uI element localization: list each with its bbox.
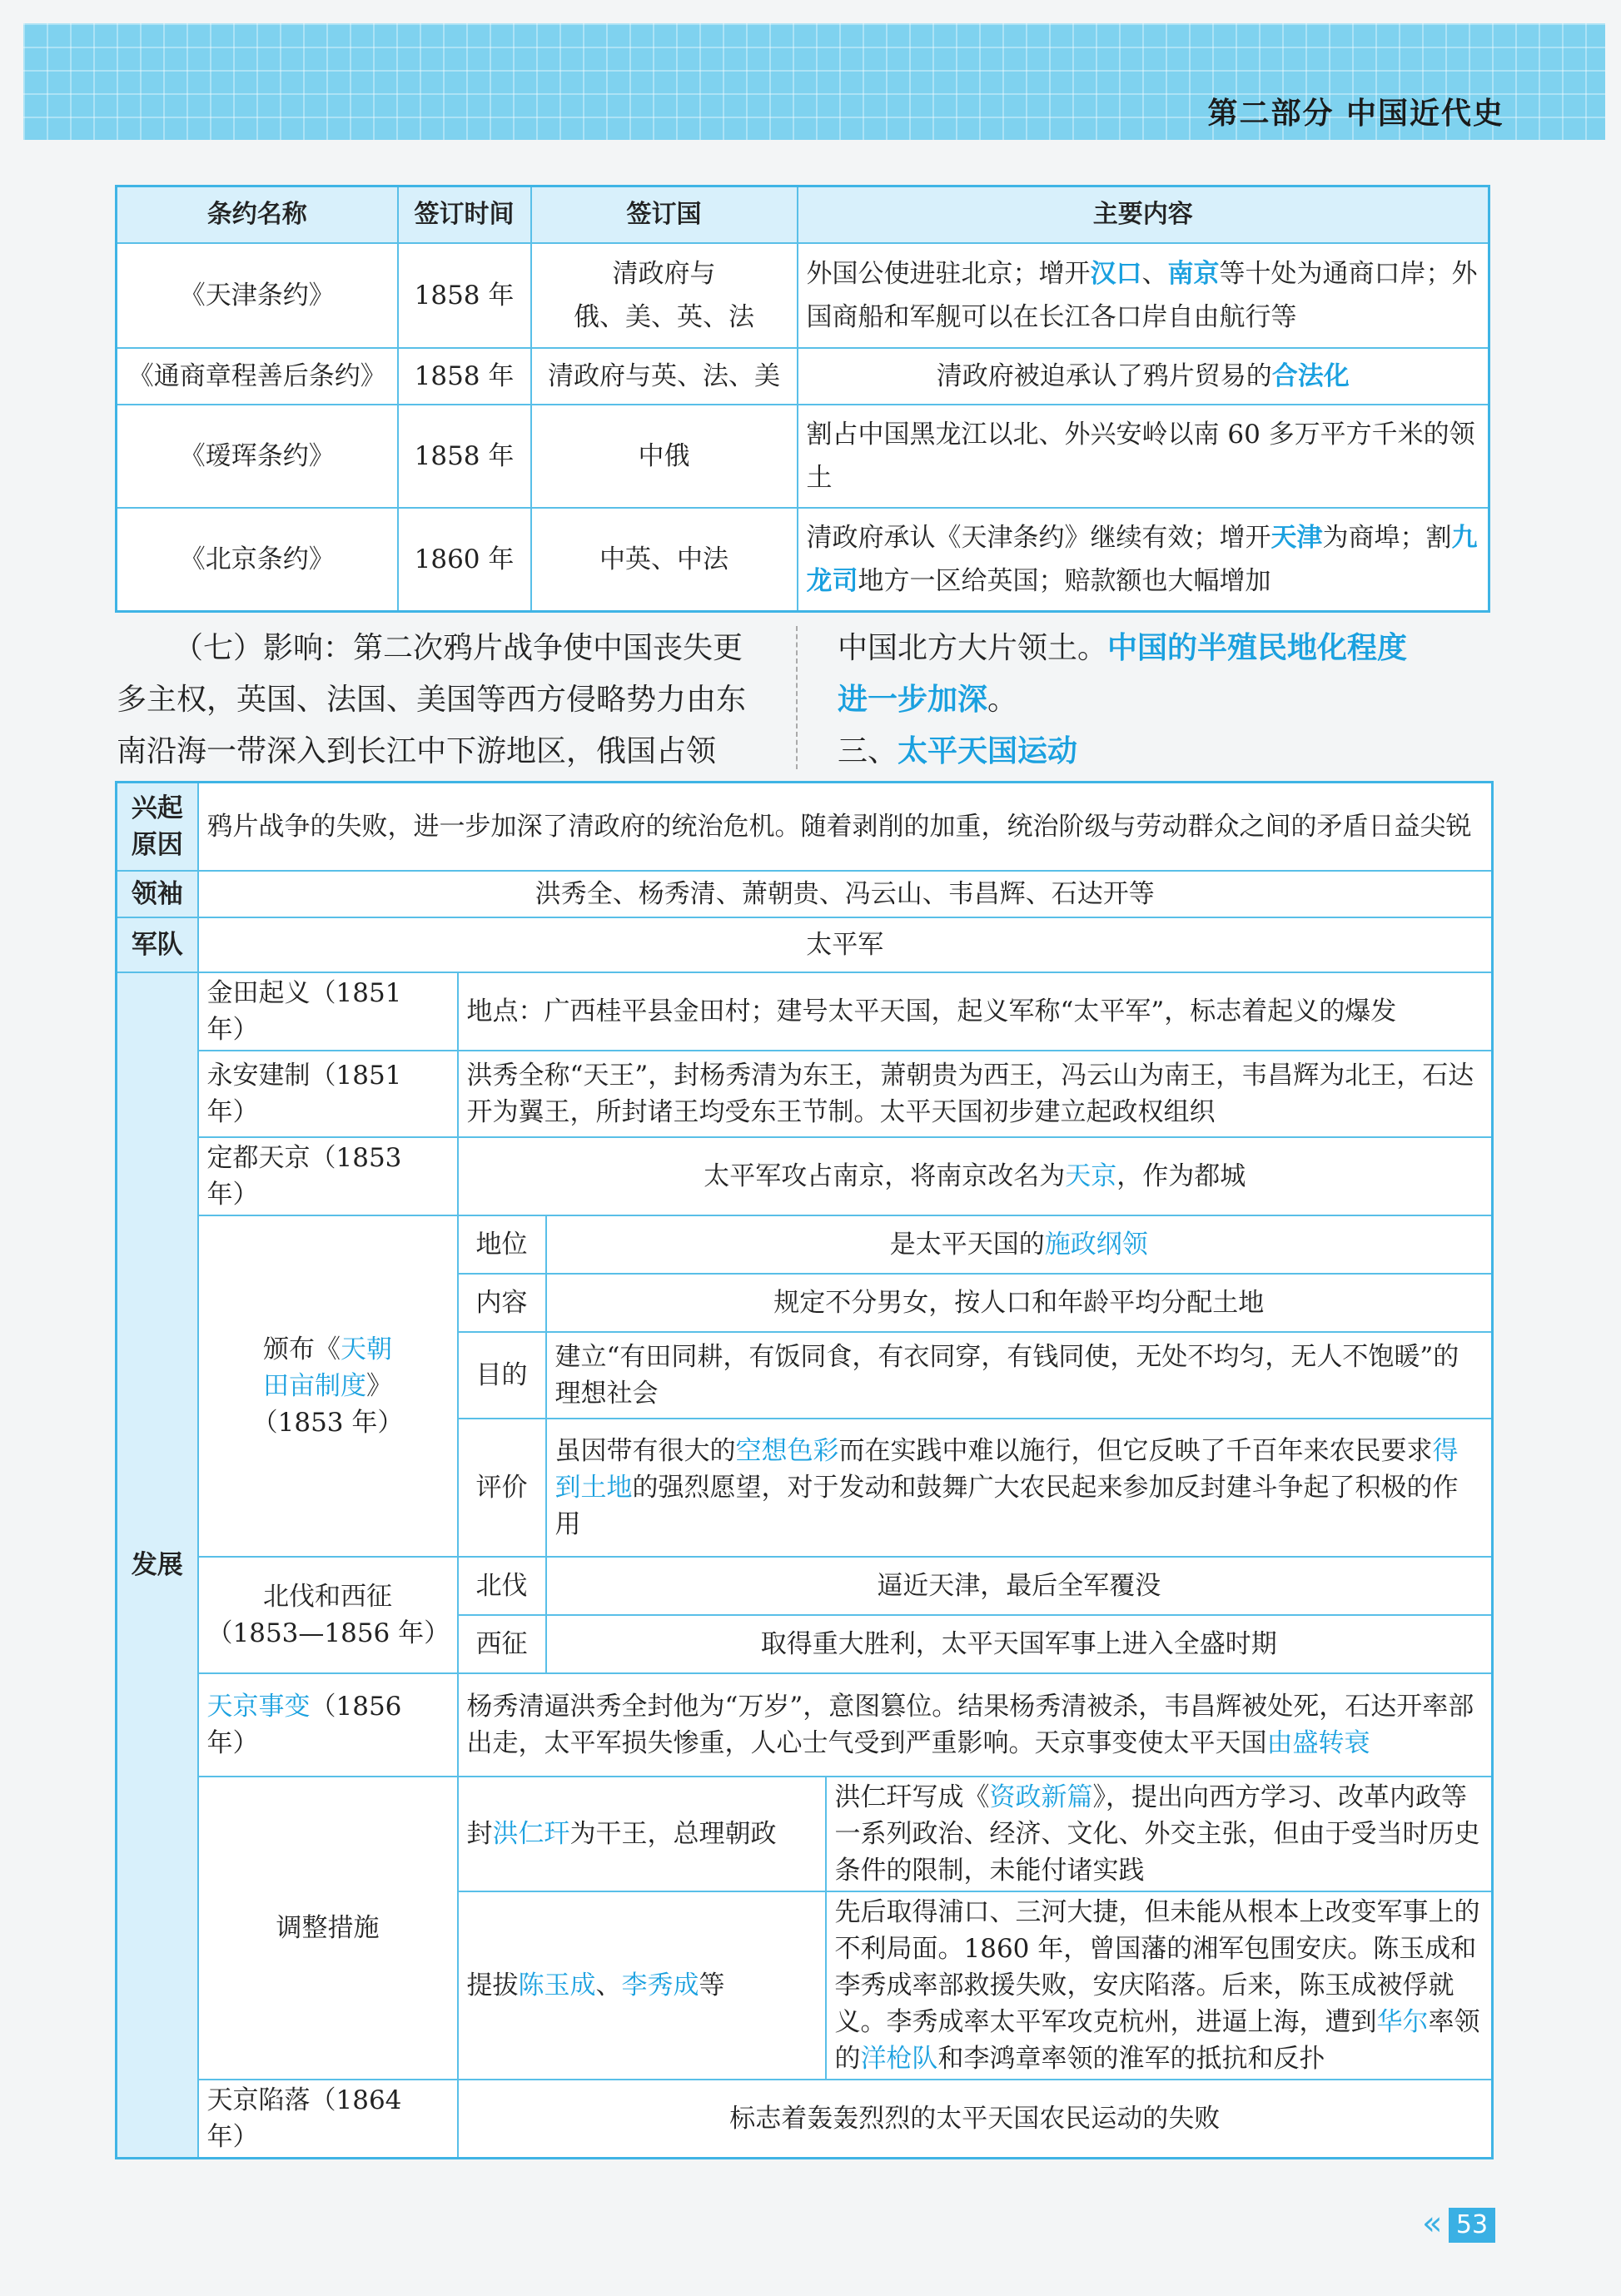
event-text: 杨秀清逼洪秀全封他为“万岁”，意图篡位。结果杨秀清被杀，韦昌辉被处死，石达开率部出走，太平军损失惨重，人心士气受到严重影响。天京事变使太平天国由盛转衰 (458, 1673, 1493, 1777)
col-header: 签订国 (531, 186, 798, 244)
sub-value: 规定不分男女，按人口和年龄平均分配土地 (546, 1274, 1493, 1332)
treaty-name: 《北京条约》 (117, 508, 398, 611)
sub-key: 目的 (458, 1332, 546, 1419)
table-row (117, 348, 1489, 405)
treaty-parties: 中英、中法 (531, 508, 798, 611)
sub-value: 是太平天国的施政纲领 (546, 1215, 1493, 1274)
column-divider (796, 626, 798, 769)
sub-key: 内容 (458, 1274, 546, 1332)
table-row (117, 1673, 1493, 1777)
sub-key: 西征 (458, 1615, 546, 1673)
sub-key: 北伐 (458, 1557, 546, 1615)
table-row (117, 871, 1493, 917)
measure: 提拔陈玉成、李秀成等 (458, 1891, 826, 2080)
page-number: 53 (1449, 2208, 1495, 2243)
event-text: 洪秀全称“天王”，封杨秀清为东王，萧朝贵为西王，冯云山为南王，韦昌辉为北王，石达开为翼王，所封诸王均受东王节制。太平天国初步建立起政权组织 (458, 1051, 1493, 1137)
event-name: 天京陷落（1864 年） (198, 2080, 458, 2159)
impact-line-1: （七）影响：第二次鸦片战争使中国丧失更 (173, 631, 743, 665)
treaty-time: 1860 年 (398, 508, 531, 611)
event-name: 北伐和西征 （1853—1856 年） (198, 1557, 458, 1673)
cause-text: 鸦片战争的失败，进一步加深了清政府的统治危机。随着剥削的加重，统治阶级与劳动群众之间的矛盾日益尖锐 (198, 783, 1493, 871)
treaty-time: 1858 年 (398, 348, 531, 405)
impact-line-2: 多主权，英国、法国、美国等西方侵略势力由东 (117, 683, 747, 717)
event-text: 地点：广西桂平县金田村；建号太平天国，起义军称“太平军”，标志着起义的爆发 (458, 972, 1493, 1051)
table-row (117, 972, 1493, 1051)
leader-text: 洪秀全、杨秀清、萧朝贵、冯云山、韦昌辉、石达开等 (198, 871, 1493, 917)
treaty-name: 《通商章程善后条约》 (117, 348, 398, 405)
treaty-time: 1858 年 (398, 405, 531, 508)
table-row (117, 1215, 1493, 1274)
table-row (117, 1051, 1493, 1137)
col-header: 签订时间 (398, 186, 531, 244)
taiping-table (115, 781, 1494, 2159)
treaty-content: 割占中国黑龙江以北、外兴安岭以南 60 多万平方千米的领土 (798, 405, 1489, 508)
table-row (117, 2080, 1493, 2159)
row-label: 领袖 (117, 871, 198, 917)
sub-key: 地位 (458, 1215, 546, 1274)
treaty-content: 清政府承认《天津条约》继续有效；增开天津为商埠；割九龙司地方一区给英国；赔款额也大幅增加 (798, 508, 1489, 611)
measure-detail: 洪仁玕写成《资政新篇》，提出向西方学习、改革内政等一系列政治、经济、文化、外交主张，但由于受当时历史条件的限制，未能付诸实践 (826, 1777, 1493, 1891)
event-name: 定都天京（1853 年） (198, 1137, 458, 1215)
treaty-parties: 清政府与英、法、美 (531, 348, 798, 405)
event-text: 太平军攻占南京，将南京改名为天京，作为都城 (458, 1137, 1493, 1215)
treaty-table (115, 185, 1490, 613)
table-row (117, 1777, 1493, 1891)
table-row (117, 405, 1489, 508)
treaty-header-row (117, 186, 1489, 244)
impact-line-3: 南沿海一带深入到长江中下游地区，俄国占领 (117, 734, 717, 768)
treaty-time: 1858 年 (398, 243, 531, 348)
treaty-parties: 中俄 (531, 405, 798, 508)
row-label: 发展 (117, 972, 198, 2159)
event-name: 调整措施 (198, 1777, 458, 2080)
measure-detail: 先后取得浦口、三河大捷，但未能从根本上改变军事上的不利局面。1860 年，曾国藩的湘军包围安庆。陈玉成和李秀成率部救援失败，安庆陷落。后来，陈玉成被俘就义。李秀成率太平军攻克杭州，进逼上海，遭到华尔率领的洋枪队和李鸿章率领的淮军的抵抗和反扑 (826, 1891, 1493, 2080)
treaty-name: 《瑷珲条约》 (117, 405, 398, 508)
row-label: 军队 (117, 917, 198, 972)
event-name: 天京事变（1856 年） (198, 1673, 458, 1777)
sub-value: 虽因带有很大的空想色彩而在实践中难以施行，但它反映了千百年来农民要求得到土地的强烈愿望，对于发动和鼓舞广大农民起来参加反封建斗争起了积极的作用 (546, 1419, 1493, 1557)
sub-value: 取得重大胜利，太平天国军事上进入全盛时期 (546, 1615, 1493, 1673)
row-label: 兴起 原因 (117, 783, 198, 871)
chevron-left-icon: « (1422, 2204, 1443, 2243)
table-row (117, 1137, 1493, 1215)
treaty-name: 《天津条约》 (117, 243, 398, 348)
event-name: 金田起义（1851 年） (198, 972, 458, 1051)
sub-key: 评价 (458, 1419, 546, 1557)
sub-value: 建立“有田同耕，有饭同食，有衣同穿，有钱同使，无处不均匀，无人不饱暖”的理想社会 (546, 1332, 1493, 1419)
table-row (117, 243, 1489, 348)
col-header: 条约名称 (117, 186, 398, 244)
page-header-title: 第二部分 中国近代史 (1207, 97, 1504, 131)
measure: 封洪仁玕为干王，总理朝政 (458, 1777, 826, 1891)
army-text: 太平军 (198, 917, 1493, 972)
table-row (117, 783, 1493, 871)
treaty-parties: 清政府与 俄、美、英、法 (531, 243, 798, 348)
section-heading: 三、太平天国运动 (838, 734, 1078, 768)
col-header: 主要内容 (798, 186, 1489, 244)
event-name: 永安建制（1851 年） (198, 1051, 458, 1137)
table-row (117, 508, 1489, 611)
event-name: 颁布《天朝 田亩制度》 （1853 年） (198, 1215, 458, 1557)
treaty-content: 清政府被迫承认了鸦片贸易的合法化 (798, 348, 1489, 405)
treaty-content: 外国公使进驻北京；增开汉口、南京等十处为通商口岸；外国商船和军舰可以在长江各口岸自由航行等 (798, 243, 1489, 348)
impact-continuation: 中国北方大片领土。中国的半殖民地化程度 进一步加深。 (838, 631, 1408, 717)
event-text: 标志着轰轰烈烈的太平天国农民运动的失败 (458, 2080, 1493, 2159)
table-row (117, 1557, 1493, 1615)
table-row (117, 917, 1493, 972)
sub-value: 逼近天津，最后全军覆没 (546, 1557, 1493, 1615)
